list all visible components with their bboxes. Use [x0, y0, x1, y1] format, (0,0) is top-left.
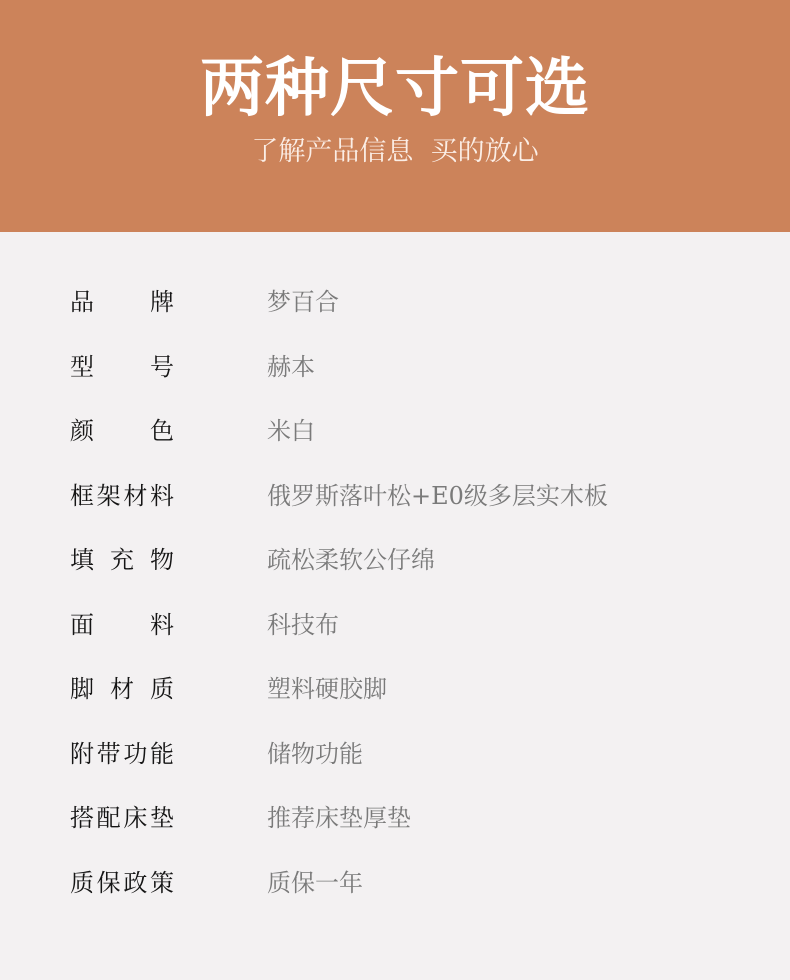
- spec-value: 疏松柔软公仔绵: [267, 546, 435, 574]
- spec-value: 俄罗斯落叶松+E0级多层实木板: [267, 481, 608, 510]
- spec-row: [0, 786, 790, 851]
- spec-row: [0, 528, 790, 593]
- spec-row: [0, 399, 790, 464]
- spec-value: 科技布: [267, 610, 339, 639]
- spec-table: [0, 270, 790, 915]
- spec-row: [0, 270, 790, 335]
- page-subtitle: 了解产品信息 买的放心: [251, 136, 539, 167]
- spec-label: 颜 色: [70, 417, 174, 445]
- spec-value: 质保一年: [267, 868, 363, 897]
- spec-label: 搭 配 床 垫: [70, 804, 174, 832]
- spec-label: 型 号: [70, 352, 174, 381]
- page-title: 两种尺寸可选: [200, 51, 590, 126]
- spec-value: 推荐床垫厚垫: [267, 804, 411, 832]
- spec-row: [0, 464, 790, 529]
- spec-row: [0, 335, 790, 400]
- spec-value: 赫本: [267, 352, 315, 381]
- spec-value: 储物功能: [267, 739, 363, 768]
- spec-label: 脚 材 质: [70, 675, 174, 703]
- spec-label: 附 带 功 能: [70, 739, 174, 768]
- spec-label: 质 保 政 策: [70, 868, 174, 897]
- spec-row: [0, 593, 790, 658]
- spec-label: 品 牌: [70, 288, 174, 316]
- spec-value: 米白: [267, 417, 315, 445]
- spec-row: [0, 851, 790, 916]
- header-banner: [0, 0, 790, 232]
- spec-value: 梦百合: [267, 288, 339, 316]
- spec-row: [0, 657, 790, 722]
- spec-row: [0, 722, 790, 787]
- spec-label: 面 料: [70, 610, 174, 639]
- spec-label: 框 架 材 料: [70, 481, 174, 510]
- spec-value: 塑料硬胶脚: [267, 675, 387, 703]
- spec-label: 填 充 物: [70, 546, 174, 574]
